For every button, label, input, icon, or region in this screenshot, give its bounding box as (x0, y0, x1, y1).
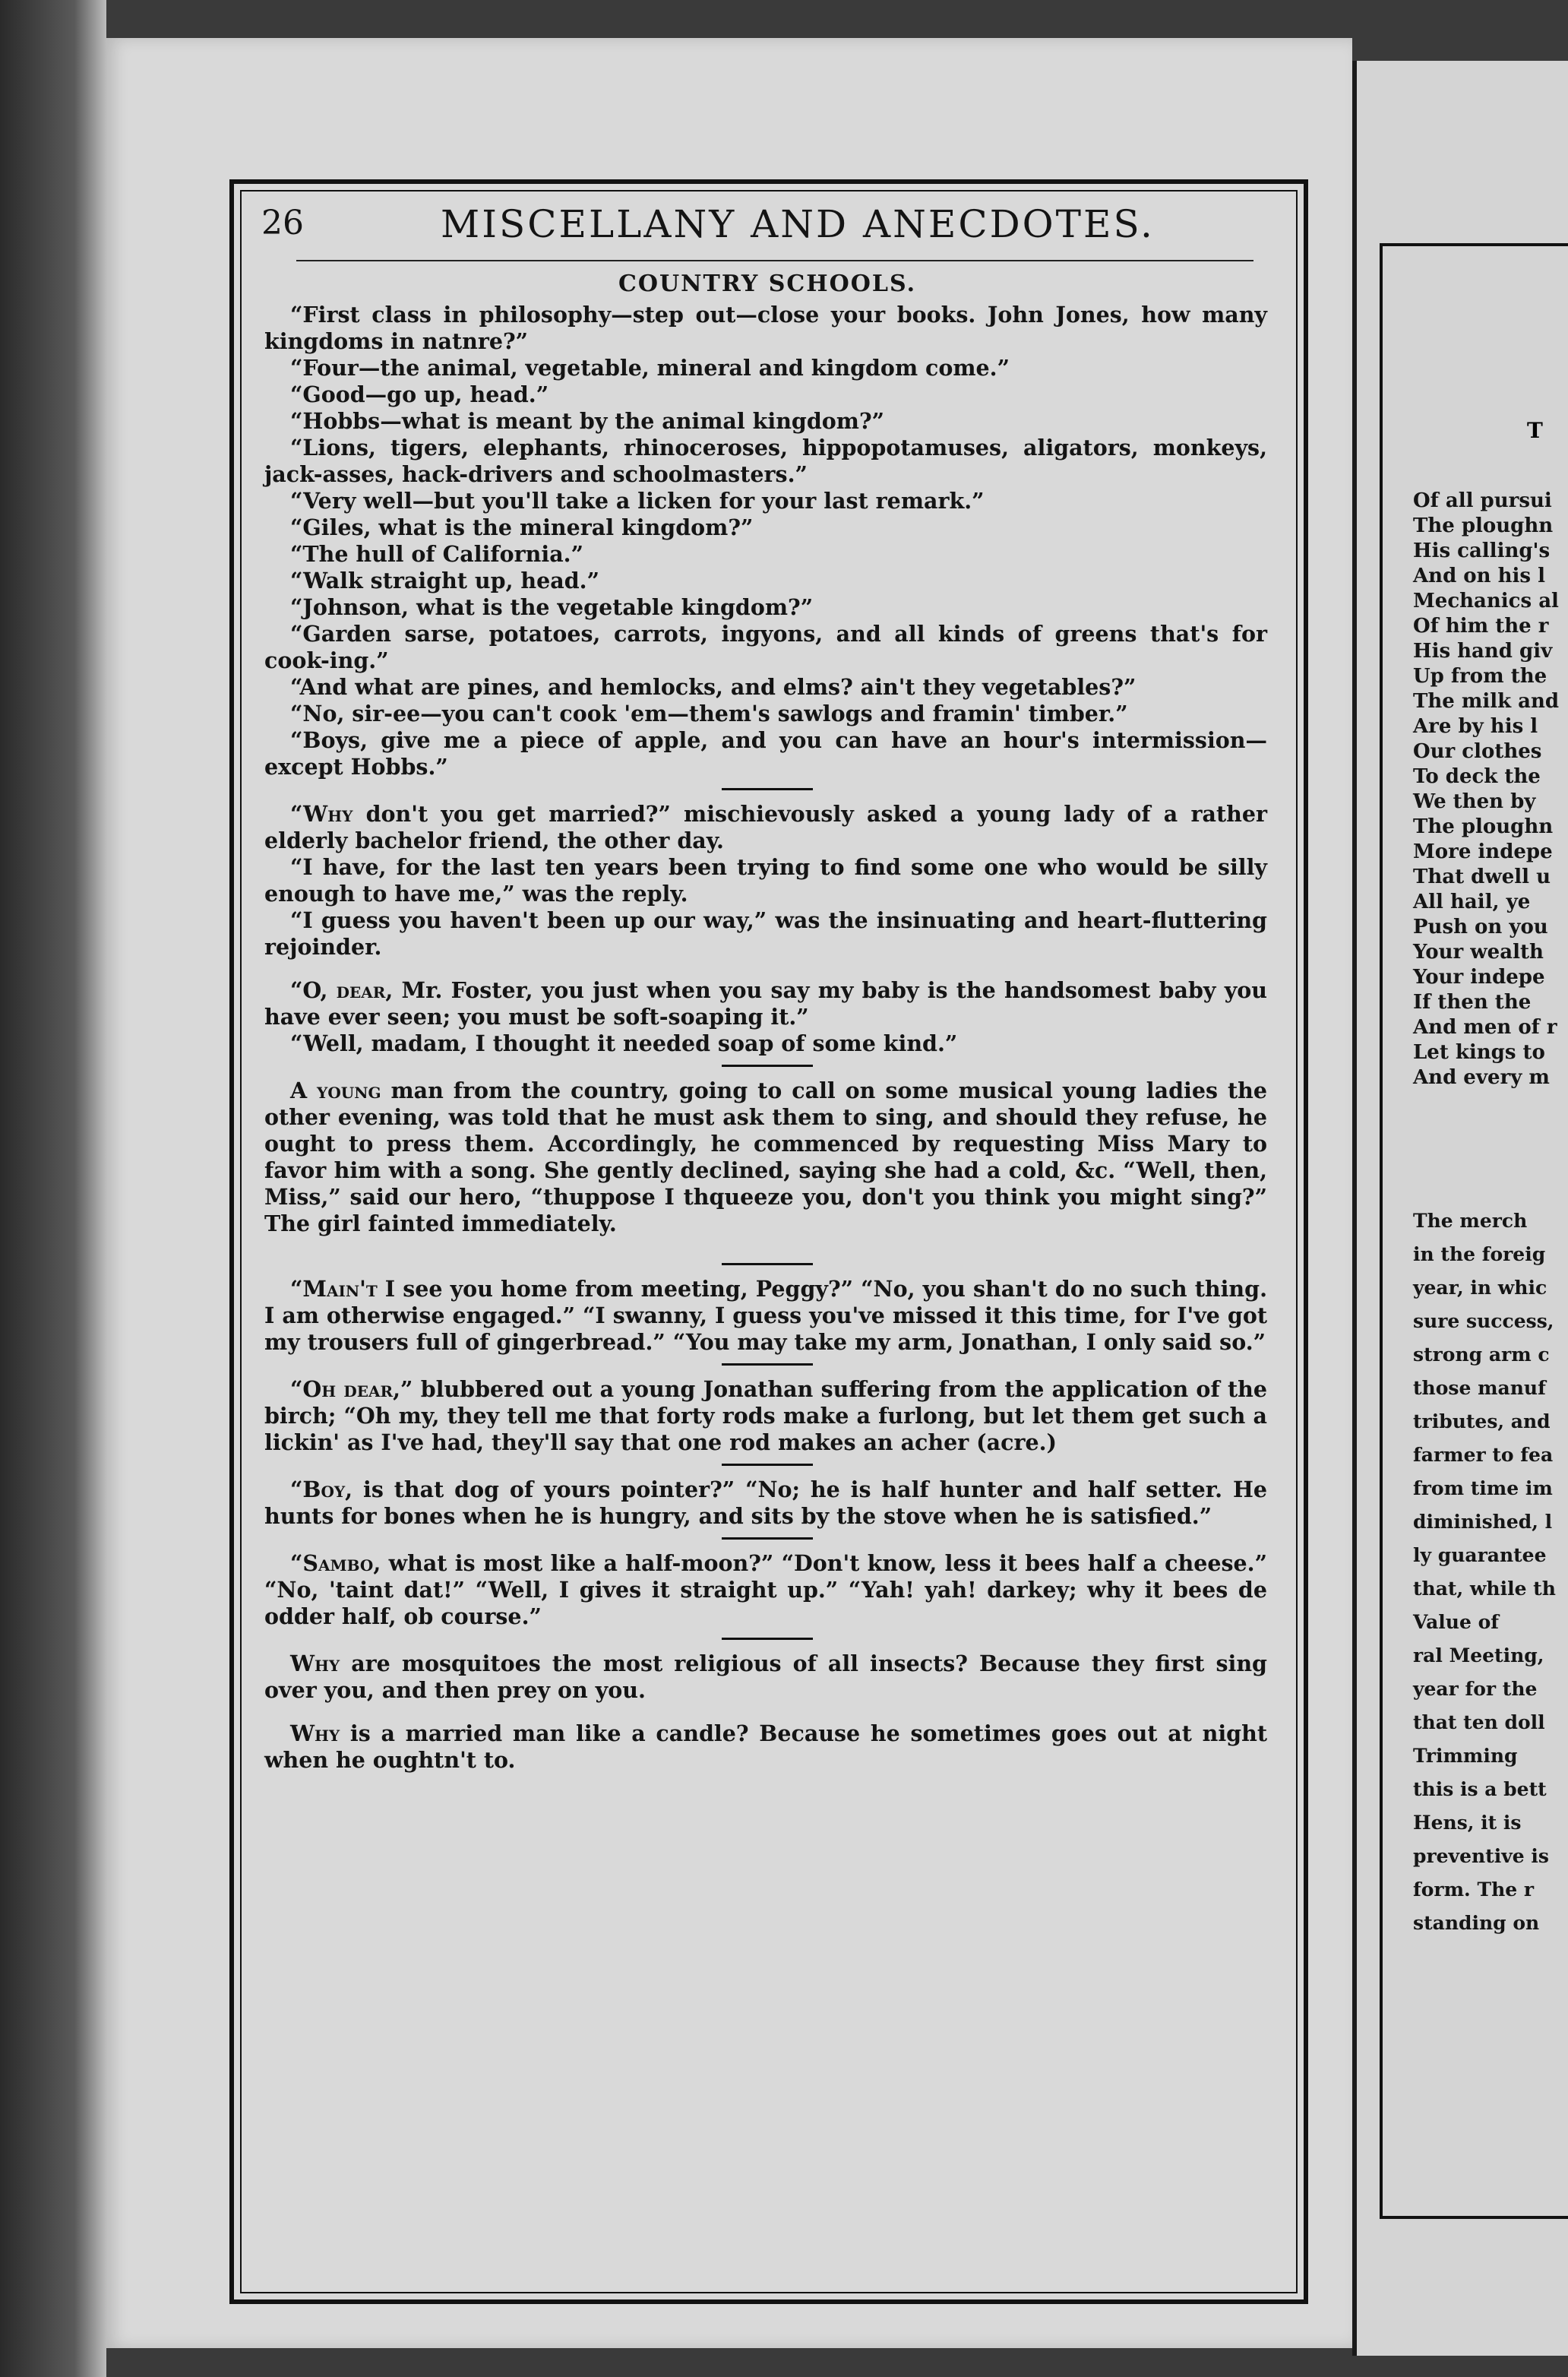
facing-prose-line: form. The r (1413, 1878, 1535, 1901)
lead-words: “Main't (290, 1276, 378, 1302)
half-moon-anecdote (251, 1550, 1284, 1630)
dialogue-line: “Garden sarse, potatoes, carrots, ingyons, and all kinds of greens that's for cook-ing.” (264, 621, 1267, 673)
paragraph-gap (251, 961, 1284, 977)
facing-poem-line: Our clothes (1413, 740, 1542, 763)
dialogue-line: “Johnson, what is the vegetable kingdom?” (290, 594, 814, 620)
anecdote-text: don't you get married?” mischievously asked a young lady of a rather elderly bachelor friend, the other day. (264, 801, 1267, 853)
facing-prose-line: those manuf (1413, 1377, 1546, 1399)
facing-poem-line: Your indepe (1413, 966, 1545, 989)
facing-poem-line: More indepe (1413, 840, 1553, 863)
facing-prose-line: standing on (1413, 1912, 1540, 1934)
section-title: COUNTRY SCHOOLS. (618, 271, 917, 297)
dialogue-line: “The hull of California.” (290, 541, 584, 567)
facing-poem-line: His hand giv (1413, 640, 1553, 663)
page-content (251, 199, 1284, 2281)
dialogue-line: “And what are pines, and hemlocks, and elms? ain't they vegetables?” (290, 674, 1136, 700)
separator-rule (722, 1537, 813, 1540)
facing-poem-line: The ploughn (1413, 815, 1554, 838)
lead-words: Why (290, 1720, 340, 1746)
facing-poem-line: The ploughn (1413, 514, 1554, 537)
facing-prose-line: year, in whic (1413, 1277, 1547, 1299)
facing-poem-line: Are by his l (1413, 715, 1538, 738)
facing-poem-line: Of all pursui (1413, 489, 1552, 512)
facing-prose-line: sure success, (1413, 1310, 1554, 1332)
facing-poem-line: All hail, ye (1413, 891, 1531, 913)
separator-rule (722, 1065, 813, 1067)
country-schools-dialogue (251, 302, 1284, 780)
facing-poem-line: And on his l (1413, 565, 1545, 587)
lead-words: “O, dear, (290, 977, 394, 1003)
facing-poem-line: The milk and (1413, 690, 1560, 713)
scan-background-left (0, 0, 106, 2377)
anecdote-text: Mr. Foster, you just when you say my baby is the handsomest baby you have ever seen; you must be soft-soaping it.” (264, 977, 1267, 1030)
facing-poem-line: Let kings to (1413, 1041, 1545, 1064)
facing-prose-line: tributes, and (1413, 1410, 1551, 1432)
header-rule (296, 260, 1253, 261)
dialogue-line: “Giles, what is the mineral kingdom?” (290, 514, 754, 540)
facing-prose-line: in the foreig (1413, 1243, 1546, 1265)
mosquitoes-riddle (251, 1651, 1284, 1704)
facing-prose-line: Trimming (1413, 1745, 1518, 1767)
anecdote-text: blubbered out a young Jonathan suffering from the application of the birch; “Oh my, they tell me that forty rods make a furlong, but let them get such a lickin' as I've had, they'll say that one rod makes an acher (acre.) (264, 1376, 1267, 1455)
facing-page-prose (1383, 1204, 1568, 1940)
candle-riddle (251, 1720, 1284, 1774)
facing-prose-line: ly guarantee (1413, 1544, 1547, 1566)
facing-poem-line: His calling's (1413, 540, 1551, 562)
dialogue-line: “Walk straight up, head.” (290, 568, 599, 593)
facing-prose-line: farmer to fea (1413, 1444, 1554, 1466)
separator-rule (722, 788, 813, 790)
dialogue-line: “Four—the animal, vegetable, mineral and kingdom come.” (290, 355, 1010, 381)
separator-rule (722, 1263, 813, 1265)
facing-poem-line: To deck the (1413, 765, 1541, 788)
anecdote-text: is that dog of yours pointer?” “No; he is half hunter and half setter. He hunts for bones when he is hungry, and sits by the stove when he is satisfied.” (264, 1477, 1267, 1529)
bachelor-anecdote (251, 801, 1284, 961)
facing-prose-line: from time im (1413, 1477, 1553, 1499)
anecdote-paragraph: “I have, for the last ten years been trying to find some one who would be silly enough to have me,” was the reply. (264, 854, 1267, 907)
facing-page-title: T (1527, 418, 1543, 443)
riddle-text: is a married man like a candle? Because he sometimes goes out at night when he oughtn't to. (264, 1720, 1267, 1773)
dialogue-line: “Hobbs—what is meant by the animal kingdom?” (290, 408, 885, 434)
facing-page (1352, 61, 1568, 2356)
facing-prose-line: year for the (1413, 1678, 1538, 1700)
running-title: MISCELLANY AND ANECDOTES. (441, 202, 1155, 246)
anecdote-text: what is most like a half-moon?” “Don't know, less it bees half a cheese.” “No, 'taint dat!” “Well, I gives it straight up.” “Yah! yah! darkey; why it bees de odder half, ob course.” (264, 1550, 1267, 1629)
peggy-anecdote (251, 1276, 1284, 1356)
anecdote-paragraph (251, 977, 1284, 1030)
facing-prose-line: Value of (1413, 1611, 1500, 1633)
dialogue-line: “Very well—but you'll take a licken for your last remark.” (290, 488, 985, 514)
anecdote-text: I see you home from meeting, Peggy?” “No, you shan't do no such thing. I am otherwise engaged.” “I swanny, I guess you've missed it this time, for I've got my trousers full of gingerbread.” “You may take my arm, Jonathan, I only said so.” (264, 1276, 1267, 1355)
facing-prose-line: preventive is (1413, 1845, 1549, 1867)
dialogue-line: “Boys, give me a piece of apple, and you can have an hour's intermission—except Hobbs.” (264, 727, 1267, 780)
dialogue-line: “No, sir-ee—you can't cook 'em—them's sawlogs and framin' timber.” (290, 701, 1128, 726)
facing-poem-line: That dwell u (1413, 866, 1551, 888)
lead-words: Why (290, 1651, 340, 1676)
facing-prose-line: The merch (1413, 1210, 1528, 1232)
lead-words: “Oh dear,” (290, 1376, 413, 1402)
page-header (251, 199, 1284, 254)
facing-poem-line: Mechanics al (1413, 590, 1559, 612)
baby-anecdote (251, 977, 1284, 1057)
facing-prose-line: that ten doll (1413, 1711, 1545, 1733)
anecdote-paragraph: “I guess you haven't been up our way,” was the insinuating and heart-fluttering rejoinder. (264, 907, 1267, 960)
riddle-text: are mosquitoes the most religious of all insects? Because they first sing over you, and then prey on you. (264, 1651, 1267, 1703)
furlong-anecdote (251, 1376, 1284, 1456)
separator-rule (722, 1464, 813, 1466)
dialogue-line: “Good—go up, head.” (290, 381, 549, 407)
lead-words: “Boy, (290, 1477, 353, 1502)
anecdote-text: man from the country, going to call on some musical young ladies the other evening, was told that he must ask them to sing, and should they refuse, he ought to press them. Accordingly, he commenced by requesting Miss Mary to favor him with a song. She gently declined, saying she had a cold, &c. “Well, then, Miss,” said our hero, “thuppose I thqueeze you, don't you think you might sing?” The girl fainted immediately. (264, 1078, 1267, 1236)
facing-prose-line: strong arm c (1413, 1344, 1550, 1366)
facing-page-text (1383, 251, 1568, 1940)
separator-rule (722, 1363, 813, 1366)
facing-prose-line: this is a bett (1413, 1778, 1547, 1800)
facing-poem-line: Push on you (1413, 916, 1548, 938)
facing-poem-line: If then the (1413, 991, 1532, 1014)
separator-rule (722, 1638, 813, 1640)
facing-poem-line: Up from the (1413, 665, 1547, 688)
page-number: 26 (261, 204, 304, 242)
facing-poem-line: Your wealth (1413, 941, 1544, 964)
young-man-anecdote (251, 1078, 1284, 1237)
lead-words: A young (290, 1078, 381, 1103)
paragraph-gap (251, 1704, 1284, 1720)
anecdote-paragraph (251, 801, 1284, 854)
anecdote-paragraph: “Well, madam, I thought it needed soap of some kind.” (290, 1030, 958, 1056)
facing-poem-line: And every m (1413, 1066, 1550, 1089)
dialogue-line: “Lions, tigers, elephants, rhinoceroses, hippopotamuses, aligators, monkeys, jack-asses, hack-drivers and schoolmasters.” (264, 435, 1267, 487)
facing-page-poem (1383, 489, 1568, 1090)
facing-poem-line: We then by (1413, 790, 1536, 813)
facing-poem-line: And men of r (1413, 1016, 1557, 1039)
dialogue-line: “First class in philosophy—step out—close your books. John Jones, how many kingdoms in natnre?” (264, 302, 1267, 354)
dog-anecdote (251, 1477, 1284, 1530)
lead-words: “Why (290, 801, 353, 827)
facing-prose-line: that, while th (1413, 1578, 1556, 1600)
facing-poem-line: Of him the r (1413, 615, 1549, 638)
facing-prose-line: Hens, it is (1413, 1812, 1522, 1834)
lead-words: “Sambo, (290, 1550, 381, 1576)
facing-prose-line: ral Meeting, (1413, 1644, 1544, 1666)
facing-prose-line: diminished, l (1413, 1511, 1553, 1533)
